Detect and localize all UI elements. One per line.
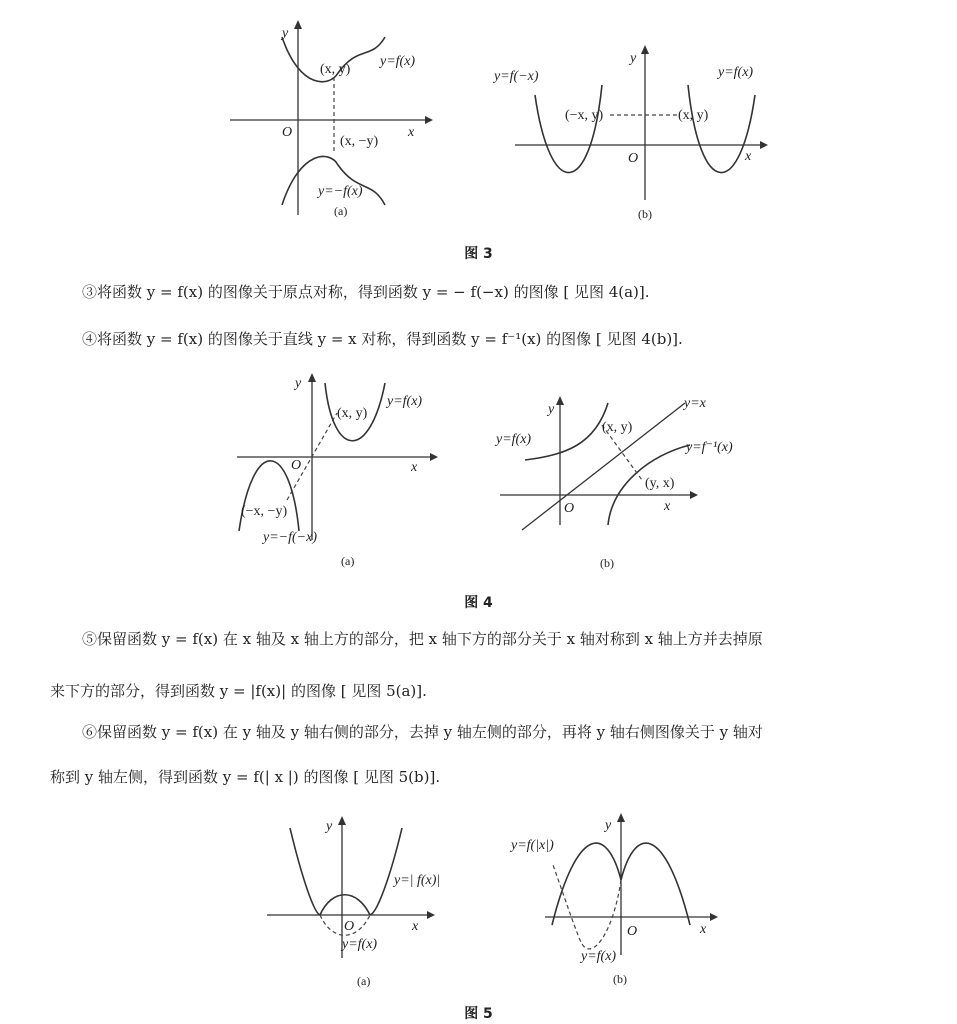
figure-5-caption: 图 5 bbox=[464, 1006, 493, 1022]
func-label-3: y=x bbox=[684, 396, 706, 411]
figure-5a bbox=[262, 808, 482, 993]
func-label-1: y=f(|x|) bbox=[511, 838, 554, 853]
curve-f-abs-x-left bbox=[552, 843, 621, 925]
paragraph-item-5-line-1: ⑤保留函数 y = f(x) 在 x 轴及 x 轴上方的部分，把 x 轴下方的部分关于 x 轴对称到 x 轴上方并去掉原 bbox=[82, 630, 763, 648]
x-axis-arrow bbox=[430, 453, 438, 461]
subfig-label: (b) bbox=[600, 556, 614, 570]
point-label-2: (x, y) bbox=[678, 108, 709, 123]
func-label-1: y=f(x) bbox=[387, 394, 423, 409]
point-label-1: (x, y) bbox=[320, 62, 351, 77]
curve-neg-f-neg-x bbox=[239, 461, 299, 531]
x-label: x bbox=[745, 149, 752, 164]
y-label: y bbox=[282, 26, 289, 41]
origin-label: O bbox=[628, 151, 639, 166]
point-label-2: (−x, −y) bbox=[241, 504, 288, 519]
y-label: y bbox=[630, 51, 637, 66]
subfig-label: (a) bbox=[357, 974, 371, 988]
curve-abs-f-left bbox=[290, 828, 320, 915]
y-label: y bbox=[326, 819, 333, 834]
figure-5b bbox=[505, 805, 735, 995]
origin-label: O bbox=[564, 501, 575, 516]
y-axis-arrow bbox=[338, 816, 346, 825]
y-label: y bbox=[295, 376, 302, 391]
x-label: x bbox=[664, 499, 671, 514]
x-axis-arrow bbox=[710, 913, 718, 921]
y-axis-arrow bbox=[641, 45, 649, 54]
curve-f-abs-x-right bbox=[621, 843, 690, 925]
subfig-label: (b) bbox=[638, 207, 652, 221]
x-label: x bbox=[408, 125, 415, 140]
func-label-2: y=f(x) bbox=[342, 937, 378, 952]
curve-f bbox=[525, 403, 608, 460]
origin-label: O bbox=[291, 458, 302, 473]
subfig-label: (a) bbox=[341, 554, 355, 568]
y-axis-arrow bbox=[556, 396, 564, 405]
figure-4-caption: 图 4 bbox=[464, 595, 493, 611]
figure-4a-graph bbox=[225, 365, 455, 575]
y-label: y bbox=[548, 402, 555, 417]
func-label-2: y=f(x) bbox=[581, 949, 617, 964]
paragraph-item-3: ③将函数 y = f(x) 的图像关于原点对称，得到函数 y = − f(−x) 的图像 [ 见图 4(a)]. bbox=[82, 283, 650, 301]
y-axis-arrow bbox=[617, 813, 625, 822]
point-label-1: (x, y) bbox=[602, 420, 633, 435]
curve-abs-f-middle bbox=[320, 895, 370, 915]
subfig-label: (a) bbox=[334, 204, 348, 218]
func-label-1: y=f(−x) bbox=[494, 69, 539, 84]
origin-label: O bbox=[344, 919, 355, 934]
curve-abs-f-right bbox=[370, 828, 402, 915]
curve-f-neg-x bbox=[535, 85, 602, 173]
x-axis-arrow bbox=[690, 491, 698, 499]
figure-5b-graph bbox=[505, 805, 735, 995]
figure-3-caption: 图 3 bbox=[464, 246, 493, 262]
func-label-2: y=−f(x) bbox=[318, 184, 363, 199]
x-axis-arrow bbox=[427, 911, 435, 919]
x-label: x bbox=[700, 922, 707, 937]
origin-label: O bbox=[282, 125, 293, 140]
x-label: x bbox=[412, 919, 419, 934]
y-axis-arrow bbox=[308, 373, 316, 382]
func-label-1: y=f(x) bbox=[380, 54, 416, 69]
func-label-2: y=−f(−x) bbox=[263, 530, 317, 545]
subfig-label: (b) bbox=[613, 972, 627, 986]
figure-4a bbox=[225, 365, 455, 575]
point-label-2: (x, −y) bbox=[340, 134, 379, 149]
curve-f-left bbox=[553, 865, 621, 949]
figure-3a bbox=[220, 15, 440, 230]
x-label: x bbox=[411, 460, 418, 475]
paragraph-item-6-line-2: 称到 y 轴左侧，得到函数 y = f(| x |) 的图像 [ 见图 5(b)]. bbox=[50, 768, 441, 786]
figure-4b-graph bbox=[490, 385, 770, 575]
figure-3b-graph bbox=[490, 40, 780, 230]
y-axis-arrow bbox=[294, 20, 302, 29]
point-label-2: (y, x) bbox=[645, 476, 675, 491]
func-label-1: y=| f(x)| bbox=[394, 873, 441, 888]
figure-4b bbox=[490, 385, 770, 575]
y-label: y bbox=[605, 818, 612, 833]
paragraph-item-5-line-2: 来下方的部分，得到函数 y = |f(x)| 的图像 [ 见图 5(a)]. bbox=[50, 682, 427, 700]
figure-5a-graph bbox=[262, 808, 482, 993]
func-label-2: y=f⁻¹(x) bbox=[686, 440, 733, 455]
figure-3b bbox=[490, 40, 780, 230]
point-label-1: (x, y) bbox=[337, 406, 368, 421]
origin-label: O bbox=[627, 924, 638, 939]
x-axis-arrow bbox=[760, 141, 768, 149]
paragraph-item-4: ④将函数 y = f(x) 的图像关于直线 y = x 对称，得到函数 y = f⁻¹(x) 的图像 [ 见图 4(b)]. bbox=[82, 330, 683, 348]
point-label-1: (−x, y) bbox=[565, 108, 604, 123]
figure-3a-graph bbox=[220, 15, 440, 230]
func-label-2: y=f(x) bbox=[718, 65, 754, 80]
x-axis-arrow bbox=[425, 116, 433, 124]
paragraph-item-6-line-1: ⑥保留函数 y = f(x) 在 y 轴及 y 轴右侧的部分，去掉 y 轴左侧的部分，再将 y 轴右侧图像关于 y 轴对 bbox=[82, 723, 763, 741]
func-label-1: y=f(x) bbox=[496, 432, 532, 447]
